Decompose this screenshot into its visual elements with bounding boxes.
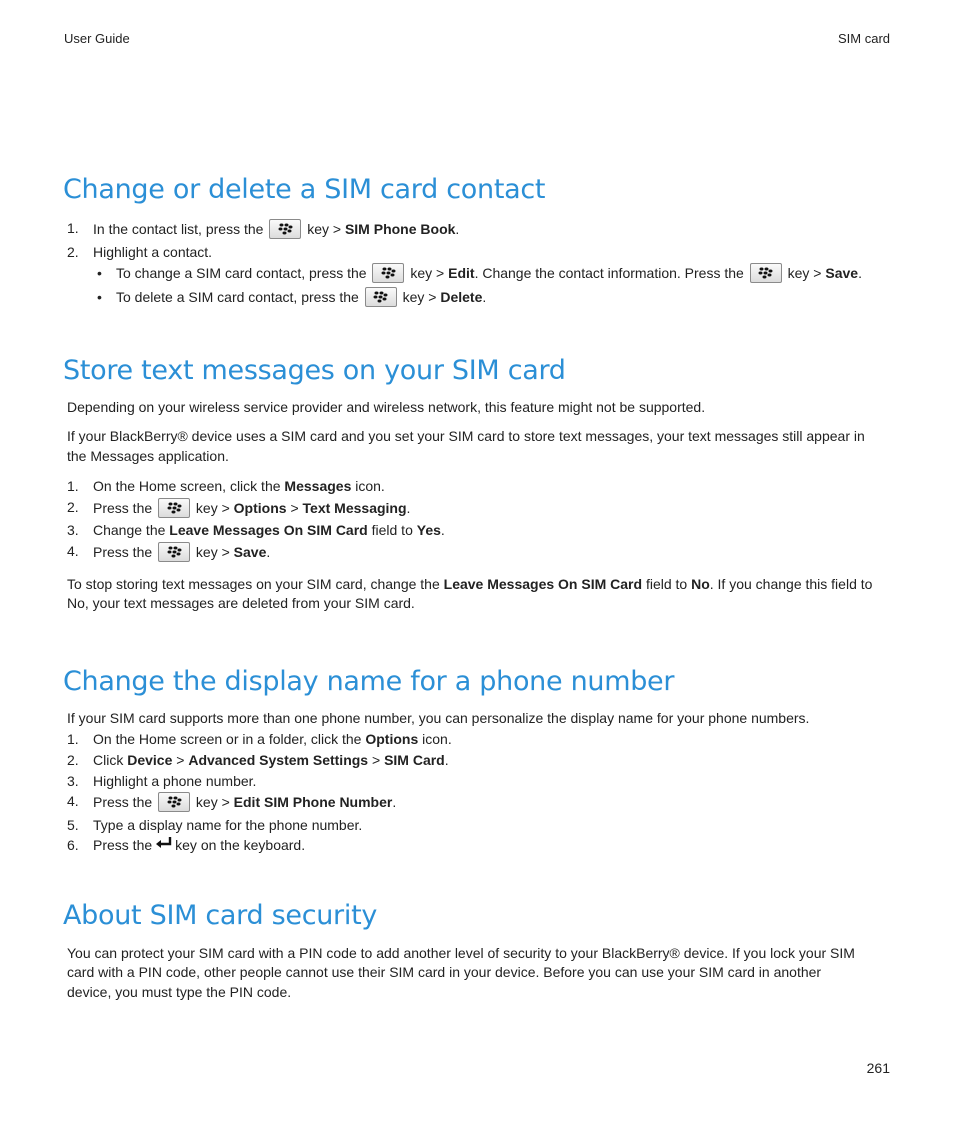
paragraph: If your SIM card supports more than one phone number, you can personalize the display name for your phone numbers. — [67, 710, 810, 726]
step-number: 2. — [67, 244, 79, 260]
step-text: Press the key on the keyboard. — [93, 835, 305, 856]
step-text: Press the key > Save. — [93, 542, 270, 563]
blackberry-menu-key-icon — [372, 263, 404, 283]
enter-key-icon — [155, 835, 173, 855]
blackberry-menu-key-icon — [365, 287, 397, 307]
step-number: 4. — [67, 543, 79, 559]
bullet-text: To delete a SIM card contact, press the key > Delete. — [116, 287, 486, 308]
header-guide-title: User Guide — [64, 31, 130, 46]
bullet-icon: • — [97, 289, 102, 305]
header-section-title: SIM card — [837, 31, 890, 46]
paragraph: If your BlackBerry® device uses a SIM card and you set your SIM card to store text messages, your text messages still appear in — [67, 428, 865, 444]
step-text: Change the Leave Messages On SIM Card field to Yes. — [93, 522, 445, 538]
blackberry-menu-key-icon — [269, 219, 301, 239]
step-number: 3. — [67, 773, 79, 789]
blackberry-menu-key-icon — [750, 263, 782, 283]
step-text: Highlight a phone number. — [93, 773, 257, 789]
step-number: 2. — [67, 752, 79, 768]
step-text: In the contact list, press the key > SIM Phone Book. — [93, 219, 459, 240]
blackberry-menu-key-icon — [158, 792, 190, 812]
blackberry-menu-key-icon — [158, 498, 190, 518]
step-number: 3. — [67, 522, 79, 538]
heading-change-display-name: Change the display name for a phone number — [63, 666, 675, 697]
step-number: 1. — [67, 478, 79, 494]
paragraph: Depending on your wireless service provider and wireless network, this feature might not be supported. — [67, 399, 706, 415]
paragraph: the Messages application. — [67, 448, 229, 464]
paragraph: card with a PIN code, other people cannot use their SIM card in your device. Before you can use your SIM card in another — [67, 964, 822, 980]
step-number: 5. — [67, 817, 79, 833]
bullet-icon: • — [97, 265, 102, 281]
step-text: On the Home screen or in a folder, click the Options icon. — [93, 731, 452, 747]
step-number: 1. — [67, 220, 79, 236]
blackberry-menu-key-icon — [158, 542, 190, 562]
heading-store-text-messages: Store text messages on your SIM card — [63, 355, 566, 386]
paragraph: To stop storing text messages on your SIM card, change the Leave Messages On SIM Card field to No. If you change this field to — [67, 576, 873, 592]
heading-change-delete-contact: Change or delete a SIM card contact — [63, 174, 546, 205]
step-number: 4. — [67, 793, 79, 809]
paragraph: device, you must type the PIN code. — [67, 984, 292, 1000]
step-text: Type a display name for the phone number. — [93, 817, 363, 833]
step-text: Press the key > Edit SIM Phone Number. — [93, 792, 396, 813]
bullet-text: To change a SIM card contact, press the key > Edit. Change the contact information. Press the key > Save. — [116, 263, 862, 284]
step-text: On the Home screen, click the Messages icon. — [93, 478, 385, 494]
step-text: Press the key > Options > Text Messaging. — [93, 498, 410, 519]
paragraph: You can protect your SIM card with a PIN code to add another level of security to your BlackBerry® device. If you lock your SIM — [67, 945, 855, 961]
step-text: Click Device > Advanced System Settings > SIM Card. — [93, 752, 449, 768]
heading-about-sim-security: About SIM card security — [63, 900, 378, 931]
step-number: 2. — [67, 499, 79, 515]
step-number: 1. — [67, 731, 79, 747]
paragraph: No, your text messages are deleted from your SIM card. — [67, 595, 415, 611]
step-text: Highlight a contact. — [93, 244, 213, 260]
page-number: 261 — [866, 1060, 890, 1076]
step-number: 6. — [67, 837, 79, 853]
